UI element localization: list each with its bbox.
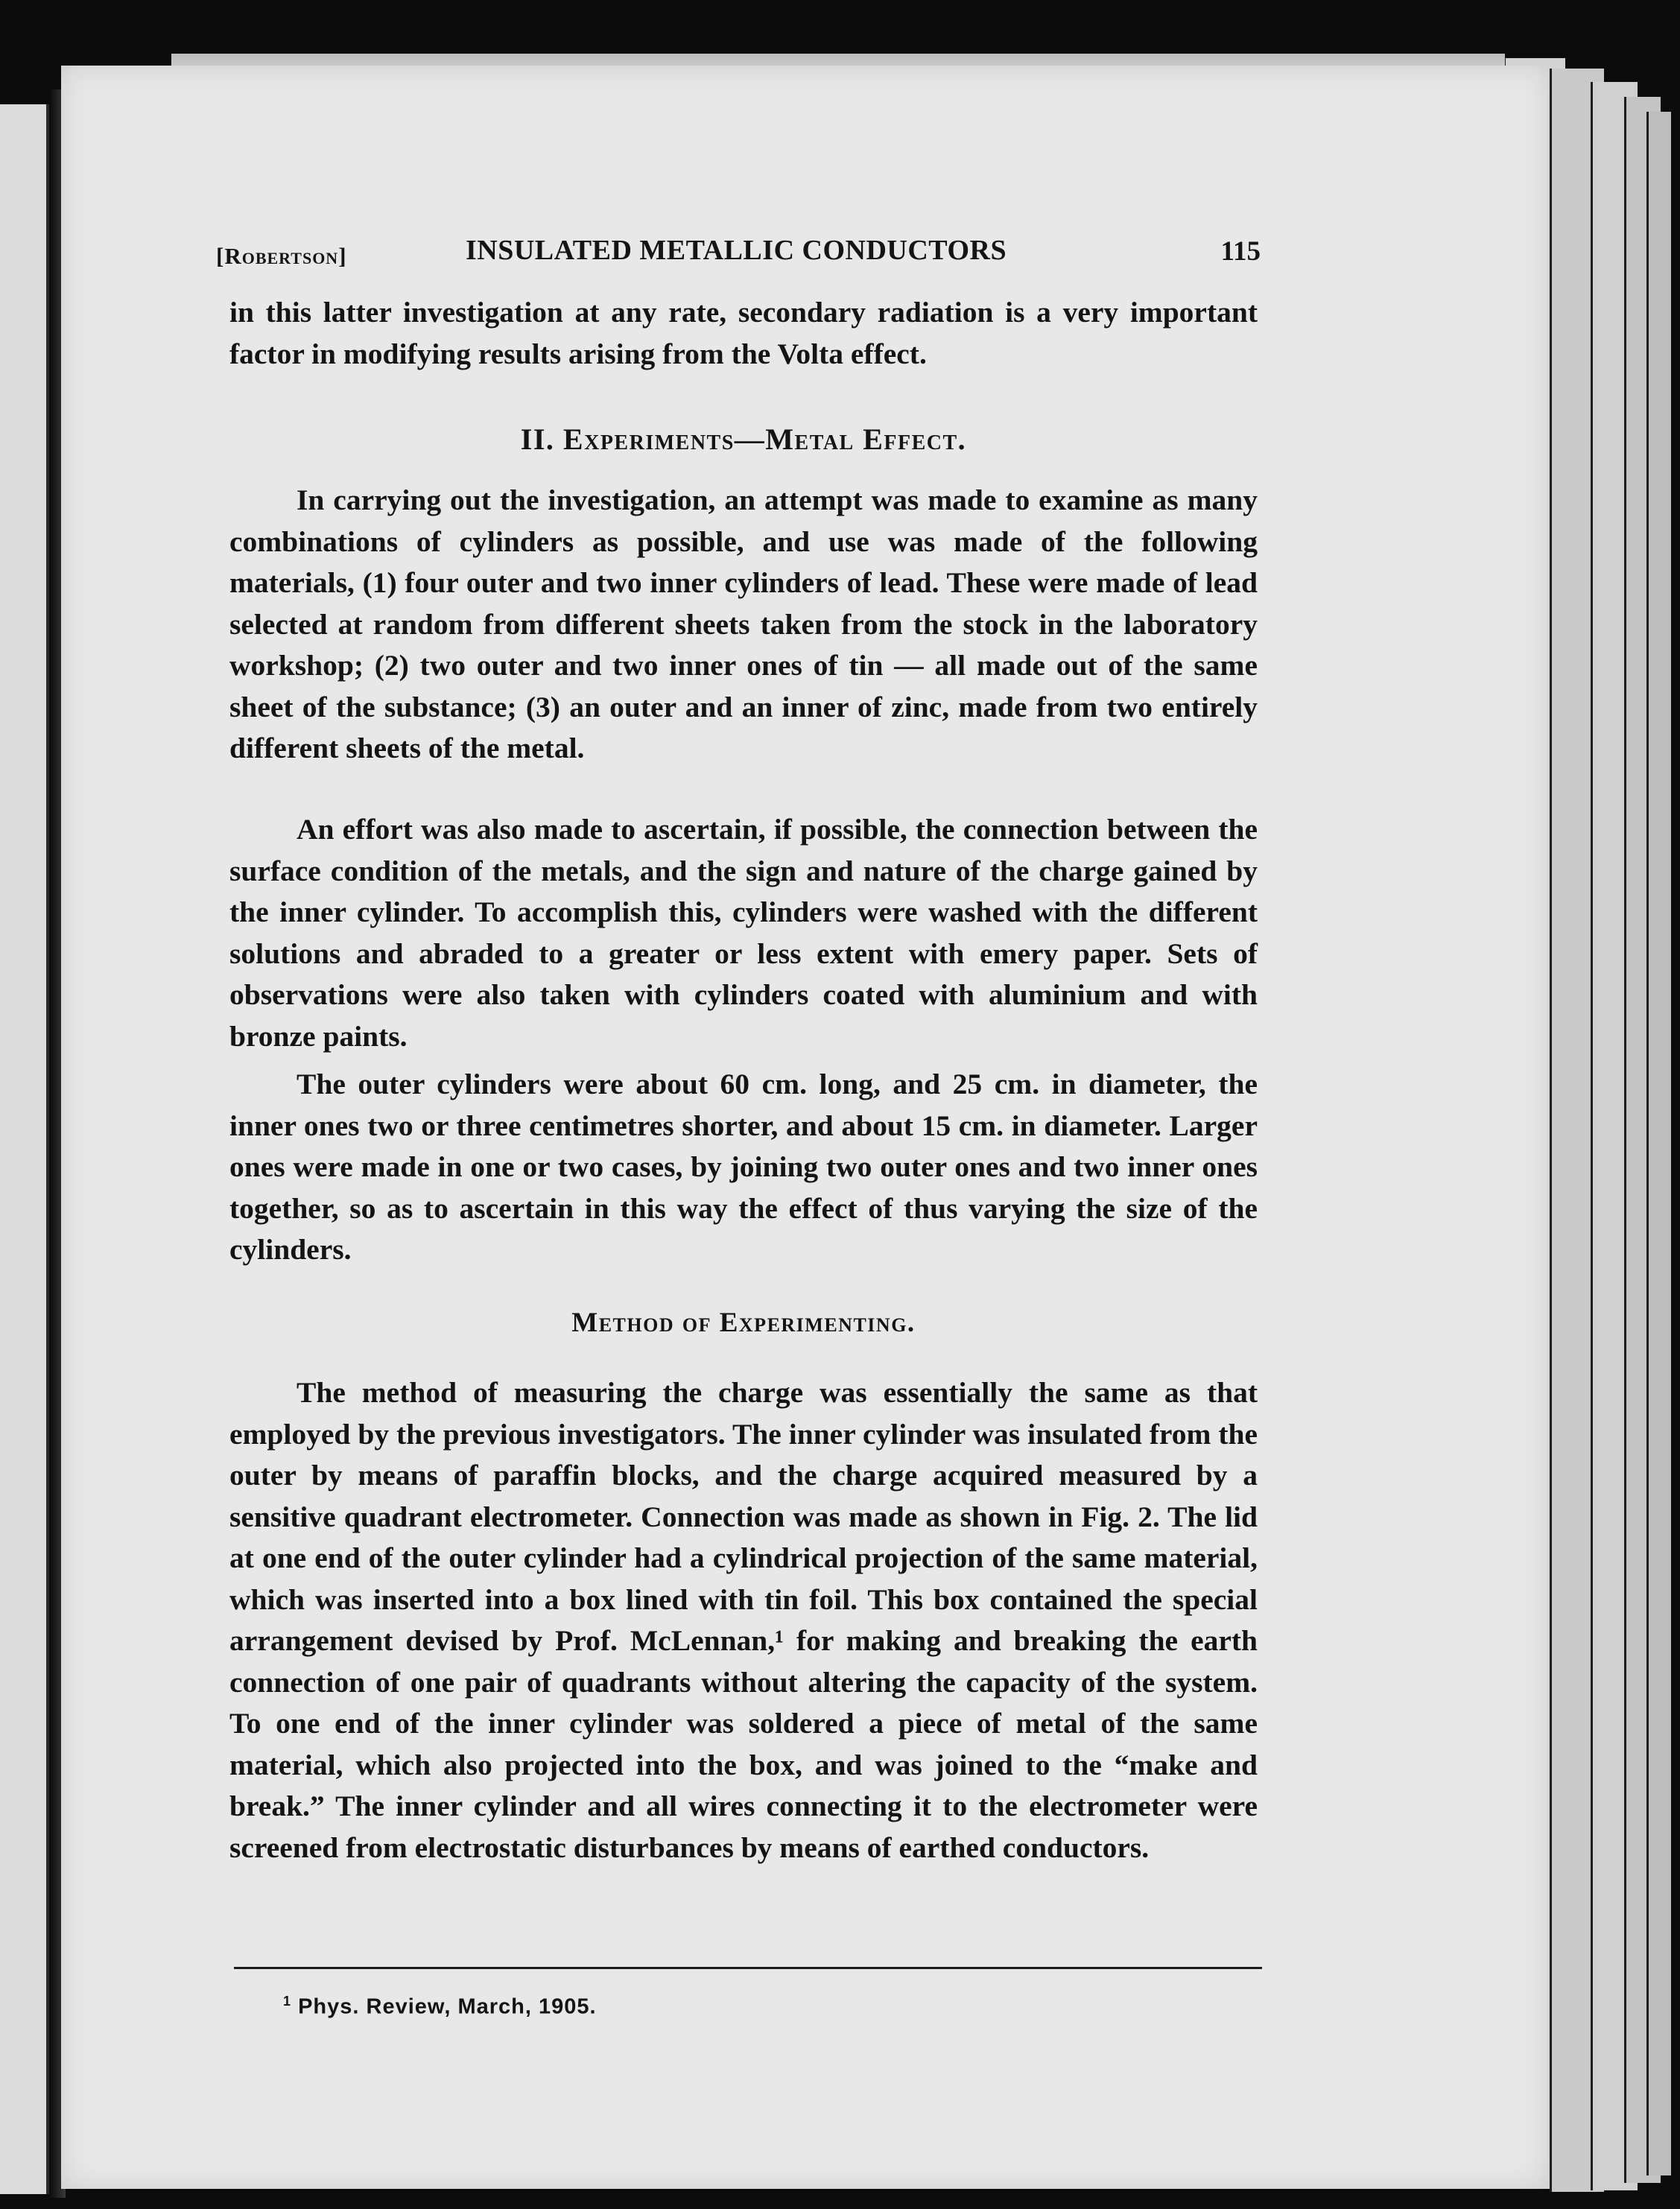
facing-page-edge (0, 104, 49, 2194)
running-title: INSULATED METALLIC CONDUCTORS (466, 235, 1007, 266)
paragraph-materials: In carrying out the investigation, an attempt was made to examine as many combinations of cylinders as possible, and use was made of the following materials, (1) four outer and two inner cylinders of lead. These were made of lead selected at random from different sheets taken from the stock in the laboratory workshop; (2) two outer and two inner ones of tin — all made out of the same sheet of the substance; (3) an outer and an inner of zinc, made from two entirely different sheets of the metal. (229, 484, 1258, 764)
paragraph-surface: An effort was also made to ascertain, if possible, the connection between the surface condition of the metals, and the sign and nature of the charge gained by the inner cylinder. To accomplish this, cylinders were washed with the different solutions and abraded to a greater or less extent with emery paper. Sets of observations were also taken with cylinders coated with aluminium and with bronze paints. (229, 813, 1258, 1053)
method-heading: Method of Experimenting. (571, 1308, 916, 1338)
footnote-text: Phys. Review, March, 1905. (298, 1994, 597, 2019)
paragraph-method: The method of measuring the charge was essentially the same as that employed by the previous investigators. The inner cylinder was insulated from the outer by means of paraffin blocks, and the charge acquired measured by a sensitive quadrant electrometer. Connection was made as shown in Fig. 2. The lid at one end of the outer cylinder had a cylindrical projection of the same material, which was inserted into a box lined with tin foil. This box contained the special arrangement devised by Prof. McLennan,¹ for making and breaking the earth connection of one pair of quadrants without altering the capacity of the system. To one end of the inner cylinder was soldered a piece of metal of the same material, which also projected into the box, and was joined to the “make and break.” The inner cylinder and all wires connecting it to the electrometer were screened from electrostatic disturbances by means of earthed conductors. (229, 1376, 1258, 1864)
paragraph-intro: in this latter investigation at any rate, secondary radiation is a very important factor in modifying results arising from the Volta effect. (229, 296, 1258, 370)
footnote-marker: 1 (283, 1994, 292, 2009)
section-heading: II. Experiments—Metal Effect. (520, 422, 967, 456)
running-author: [Robertson] (216, 243, 347, 269)
page-number: 115 (1220, 236, 1261, 267)
paragraph-dimensions: The outer cylinders were about 60 cm. long, and 25 cm. in diameter, the inner ones two or three centimetres shorter, and about 15 cm. in diameter. Larger ones were made in one or two cases, by joining two outer ones and two inner ones together, so as to ascertain in this way the effect of thus varying the size of the cylinders. (229, 1068, 1258, 1266)
page-stack-edge (1646, 112, 1671, 2175)
footnote (283, 1994, 597, 2020)
running-header (216, 234, 1261, 279)
footnote-rule (234, 1967, 1262, 1969)
